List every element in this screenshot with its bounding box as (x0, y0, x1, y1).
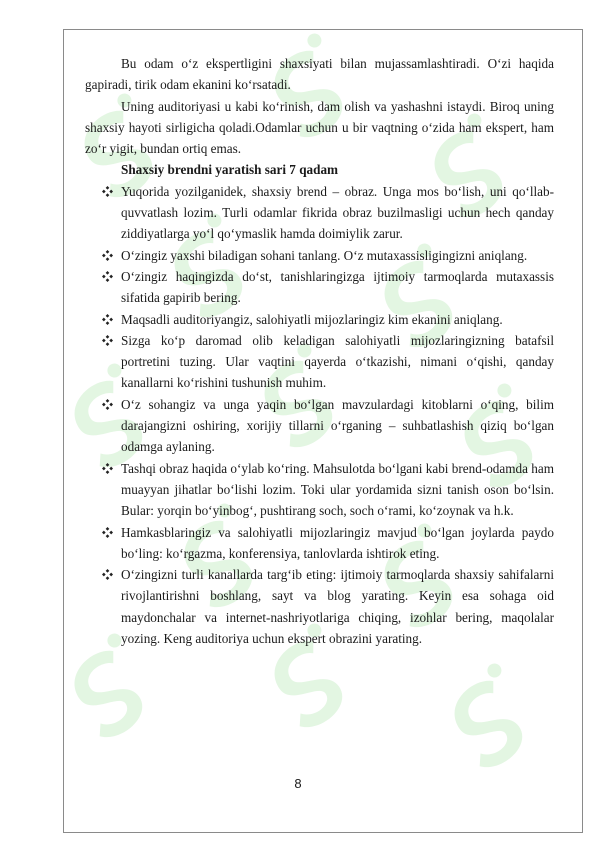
list-item-text: O‘zingiz yaxshi biladigan sohani tanlang. O‘z mutaxassisligingizni aniqlang. (121, 247, 528, 263)
four-diamond-bullet-icon (102, 314, 113, 325)
four-diamond-bullet-icon (102, 186, 113, 197)
body-paragraph: Bu odam o‘z ekspertligini shaxsiyati bilan mujassamlashtiradi. O‘zi haqida gapiradi, tirik odam ekanini ko‘rsatadi. (85, 56, 554, 93)
list-item-text: O‘z sohangiz va unga yaqin bo‘lgan mavzulardagi kitoblarni o‘qing, bilim darajangizni oshiring, xorijiy tillarni o‘rganing – suhbatlashish qiziq bo‘lgan odamga aylaning. (121, 396, 554, 455)
list-item-text: Maqsadli auditoriyangiz, salohiyatli mijozlaringiz kim ekanini aniqlang. (121, 311, 503, 327)
list-item-text: Sizga ko‘p daromad olib keladigan salohiyatli mijozlaringizning batafsil portretini tuzing. Ular vaqtini qayerda o‘tkazishi, nimani o‘qishi, qanday kanallarni ko‘rishini tushunish muhim. (121, 332, 554, 391)
list-item (85, 564, 554, 649)
list-item-text: O‘zingizni turli kanallarda targ‘ib eting: ijtimoiy tarmoqlarda shaxsiy sahifalarni rivojlantirishni boshlang, sayt va blog yarating. Keyin esa sohaga oid maydonchalar va internet-nashriyotlariga chiqing, izohlar bering, maqolalar yozing. Keng auditoriya uchun ekspert obrazini yarating. (121, 567, 554, 647)
four-diamond-bullet-icon (102, 271, 113, 282)
list-item-text: O‘zingiz haqingizda do‘st, tanishlaringizga ijtimoiy tarmoqlarda mutaxassis sifatida gapirib bering. (121, 268, 554, 306)
list-item (85, 309, 554, 330)
four-diamond-bullet-icon (102, 463, 113, 474)
list-item (85, 458, 554, 522)
four-diamond-bullet-icon (102, 569, 113, 580)
list-item (85, 245, 554, 266)
four-diamond-bullet-icon (102, 250, 113, 261)
four-diamond-bullet-icon (102, 527, 113, 538)
list-item (85, 394, 554, 458)
list-item (85, 266, 554, 309)
list-item-text: Tashqi obraz haqida o‘ylab ko‘ring. Mahsulotda bo‘lgani kabi brend-odamda ham muayyan jihatlar bo‘lishi lozim. Toki ular yordamida sizni tanish oson bo‘lsin. Bular: yorqin bo‘yinbog‘, pushtirang soch, soch o‘rami, ko‘zoynak va h.k. (121, 460, 554, 519)
body-paragraph: Uning auditoriyasi u kabi ko‘rinish, dam olish va yashashni istaydi. Biroq uning shaxsiy hayoti sirligicha qoladi.Odamlar uchun u bir vaqtning o‘zida ham ekspert, ham zo‘r yigit, bundan ortiq emas. (85, 98, 554, 157)
page-number: 8 (294, 776, 302, 791)
section-heading: Shaxsiy brendni yaratish sari 7 qadam (121, 162, 339, 178)
list-item (85, 181, 554, 245)
steps-list (85, 181, 554, 650)
page-body (85, 53, 554, 649)
four-diamond-bullet-icon (102, 399, 113, 410)
list-item (85, 330, 554, 394)
list-item (85, 522, 554, 565)
four-diamond-bullet-icon (102, 335, 113, 346)
list-item-text: Hamkasblaringiz va salohiyatli mijozlaringiz mavjud bo‘lgan joylarda paydo bo‘ling: ko‘rgazma, konferensiya, tanlovlarda ishtirok eting. (121, 524, 554, 561)
list-item-text: Yuqorida yozilganidek, shaxsiy brend – obraz. Unga mos bo‘lish, uni qo‘llab-quvvatlash lozim. Turli odamlar fikrida obraz buzilmasligi uchun hech qanday ziddiyatlarga yo‘l qo‘ymaslik hamda doimiylik zarur. (121, 183, 554, 242)
